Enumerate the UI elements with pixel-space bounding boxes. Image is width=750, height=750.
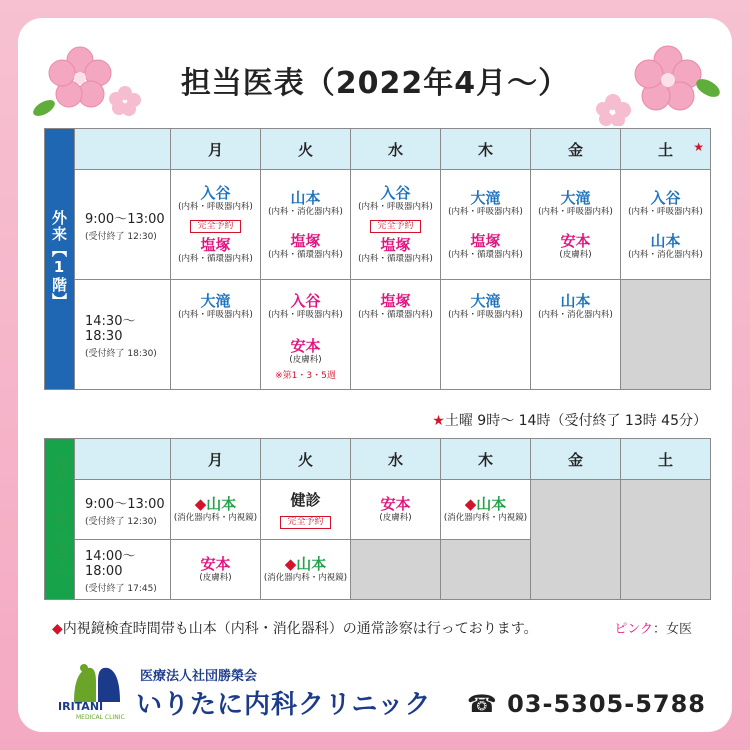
doctor-name: 大滝 xyxy=(200,292,231,310)
day-header-thu: 木 xyxy=(441,439,531,480)
checkup-header-row xyxy=(45,439,711,480)
time-slot-afternoon xyxy=(75,540,171,600)
department: (皮膚科) xyxy=(199,573,232,583)
phone-icon: ☎ xyxy=(466,690,498,718)
department: (内科・循環器内科) xyxy=(358,310,433,320)
doctor-name: 安本 xyxy=(200,555,231,573)
cell-mon-am xyxy=(171,480,261,540)
star-icon: ★ xyxy=(432,413,445,429)
department: (皮膚科) xyxy=(289,355,322,365)
outpatient-afternoon-row xyxy=(45,280,711,390)
reception-end: (受付終了 12:30) xyxy=(85,516,157,527)
diamond-icon: ◆ xyxy=(284,555,297,573)
cell-thu-am xyxy=(441,170,531,280)
checkup-label: 健診 xyxy=(290,490,321,509)
department: (皮膚科) xyxy=(379,513,412,523)
day-header-mon: 月 xyxy=(171,129,261,170)
schedule-card xyxy=(18,18,732,732)
reservation-badge: 完全予約 xyxy=(370,220,420,233)
clinic-logo-mark-icon xyxy=(66,662,126,702)
checkup-morning-row xyxy=(45,480,711,540)
day-header-fri: 金 xyxy=(531,129,621,170)
doctor-name: 山本 xyxy=(476,495,507,513)
day-header-thu: 木 xyxy=(441,129,531,170)
color-legend xyxy=(614,618,692,637)
endoscopy-note xyxy=(52,618,538,638)
department: (内科・消化器内科) xyxy=(538,310,613,320)
doctor-name: 大滝 xyxy=(560,188,591,207)
doctor-name: 山本 xyxy=(290,188,321,207)
time-range: 9:00〜13:00 xyxy=(85,211,165,227)
checkup-schedule-table xyxy=(44,438,711,600)
outpatient-side-label: 外来【1階】 xyxy=(45,129,75,390)
reception-end: (受付終了 18:30) xyxy=(85,349,157,359)
department: (消化器内科・内視鏡) xyxy=(263,573,348,583)
cell-thu-am xyxy=(441,480,531,540)
doctor-name: 塩塚 xyxy=(290,231,321,250)
diamond-icon: ◆ xyxy=(52,621,63,637)
department: (内科・呼吸器内科) xyxy=(538,206,613,217)
cell-sat-closed xyxy=(621,480,711,600)
doctor-name: 安本 xyxy=(380,495,411,513)
header-blank xyxy=(75,439,171,480)
cell-fri-pm xyxy=(531,280,621,390)
doctor-name-row xyxy=(171,495,260,513)
department: (内科・呼吸器内科) xyxy=(178,310,253,320)
department: (内科・消化器内科) xyxy=(268,206,343,217)
saturday-hours-note xyxy=(432,410,707,430)
day-header-sat-label: 土 xyxy=(657,140,673,159)
cell-mon-pm xyxy=(171,280,261,390)
doctor-name: 入谷 xyxy=(290,292,321,310)
reception-end: (受付終了 17:45) xyxy=(85,584,157,594)
clinic-name: いりたに内科クリニック xyxy=(136,690,432,720)
day-header-wed: 水 xyxy=(351,129,441,170)
reservation-badge: 完全予約 xyxy=(190,220,240,233)
logo-medical-clinic: MEDICAL CLINIC xyxy=(76,714,125,721)
diamond-icon: ◆ xyxy=(194,495,207,513)
department: (消化器内科・内視鏡) xyxy=(173,513,258,523)
outpatient-header-row xyxy=(45,129,711,170)
doctor-name: 大滝 xyxy=(470,292,501,310)
department: (内科・呼吸器内科) xyxy=(178,202,253,212)
clinic-logo xyxy=(58,662,478,726)
doctor-name: 入谷 xyxy=(200,184,231,202)
department: (内科・呼吸器内科) xyxy=(628,206,703,217)
department: (消化器内科・内視鏡) xyxy=(443,513,528,523)
day-header-mon: 月 xyxy=(171,439,261,480)
cell-sat-am xyxy=(621,170,711,280)
saturday-star-icon: ★ xyxy=(693,140,704,154)
legend-meaning: ：女医 xyxy=(652,622,692,637)
doctor-name: 山本 xyxy=(296,555,327,573)
cell-tue-pm xyxy=(261,540,351,600)
department: (皮膚科) xyxy=(559,249,592,260)
doctor-name-row xyxy=(261,555,350,573)
cell-mon-pm xyxy=(171,540,261,600)
cell-thu-pm xyxy=(441,280,531,390)
time-slot-morning xyxy=(75,480,171,540)
department: (内科・呼吸器内科) xyxy=(358,202,433,212)
department: (内科・呼吸器内科) xyxy=(268,310,343,320)
department: (内科・循環器内科) xyxy=(358,254,433,264)
phone-number-text: 03-5305-5788 xyxy=(507,690,706,718)
cell-tue-am xyxy=(261,170,351,280)
doctor-name: 山本 xyxy=(206,495,237,513)
time-slot-afternoon xyxy=(75,280,171,390)
logo-iritani: IRITANI xyxy=(58,700,104,713)
legend-pink: ピンク xyxy=(614,622,653,637)
cell-mon-am xyxy=(171,170,261,280)
cell-fri-am xyxy=(531,170,621,280)
department: (内科・循環器内科) xyxy=(268,249,343,260)
doctor-name: 塩塚 xyxy=(380,236,411,254)
department: (内科・循環器内科) xyxy=(448,249,523,260)
doctor-name: 塩塚 xyxy=(380,292,411,310)
day-header-tue: 火 xyxy=(261,439,351,480)
outpatient-morning-row xyxy=(45,170,711,280)
doctor-name: 入谷 xyxy=(650,188,681,207)
doctor-name: 塩塚 xyxy=(470,231,501,250)
cell-fri-closed xyxy=(531,480,621,600)
week-note: ※第1・3・5週 xyxy=(275,371,336,381)
doctor-name: 山本 xyxy=(650,231,681,250)
endoscopy-note-text: 内視鏡検査時間帯も山本（内科・消化器科）の通常診察は行っております。 xyxy=(62,621,538,637)
cell-wed-pm-closed xyxy=(351,540,441,600)
department: (内科・呼吸器内科) xyxy=(448,206,523,217)
time-slot-morning xyxy=(75,170,171,280)
day-header-tue: 火 xyxy=(261,129,351,170)
cell-tue-am xyxy=(261,480,351,540)
department: (内科・呼吸器内科) xyxy=(448,310,523,320)
cell-wed-am xyxy=(351,480,441,540)
day-header-wed: 水 xyxy=(351,439,441,480)
time-range: 14:30〜18:30 xyxy=(85,314,136,344)
time-range: 9:00〜13:00 xyxy=(85,496,165,512)
cell-thu-pm-closed xyxy=(441,540,531,600)
day-header-sat xyxy=(621,129,711,170)
phone-number[interactable] xyxy=(467,690,706,718)
cell-wed-am xyxy=(351,170,441,280)
doctor-name: 安本 xyxy=(560,231,591,250)
reception-end: (受付終了 12:30) xyxy=(85,231,157,242)
doctor-name-row xyxy=(441,495,530,513)
day-header-sat: 土 xyxy=(621,439,711,480)
cell-sat-pm-closed xyxy=(621,280,711,390)
day-header-fri: 金 xyxy=(531,439,621,480)
department: (内科・循環器内科) xyxy=(178,254,253,264)
doctor-name: 大滝 xyxy=(470,188,501,207)
outpatient-schedule-table xyxy=(44,128,711,390)
reservation-badge: 完全予約 xyxy=(280,516,330,529)
saturday-hours-text: 土曜 9時〜 14時（受付終了 13時 45分） xyxy=(444,413,707,429)
time-range: 14:00〜18:00 xyxy=(85,549,136,579)
page-title: 担当医表（2022年4月〜） xyxy=(180,66,570,101)
diamond-icon: ◆ xyxy=(464,495,477,513)
checkup-side-label: 健診／外科【地下】 xyxy=(45,439,75,600)
doctor-name: 塩塚 xyxy=(200,236,231,254)
doctor-name: 山本 xyxy=(560,292,591,310)
department: (内科・消化器内科) xyxy=(628,249,703,260)
doctor-name: 安本 xyxy=(290,337,321,355)
doctor-name: 入谷 xyxy=(380,184,411,202)
header-blank xyxy=(75,129,171,170)
corporation-name: 医療法人社団勝榮会 xyxy=(140,669,258,684)
cell-wed-pm xyxy=(351,280,441,390)
cell-tue-pm xyxy=(261,280,351,390)
